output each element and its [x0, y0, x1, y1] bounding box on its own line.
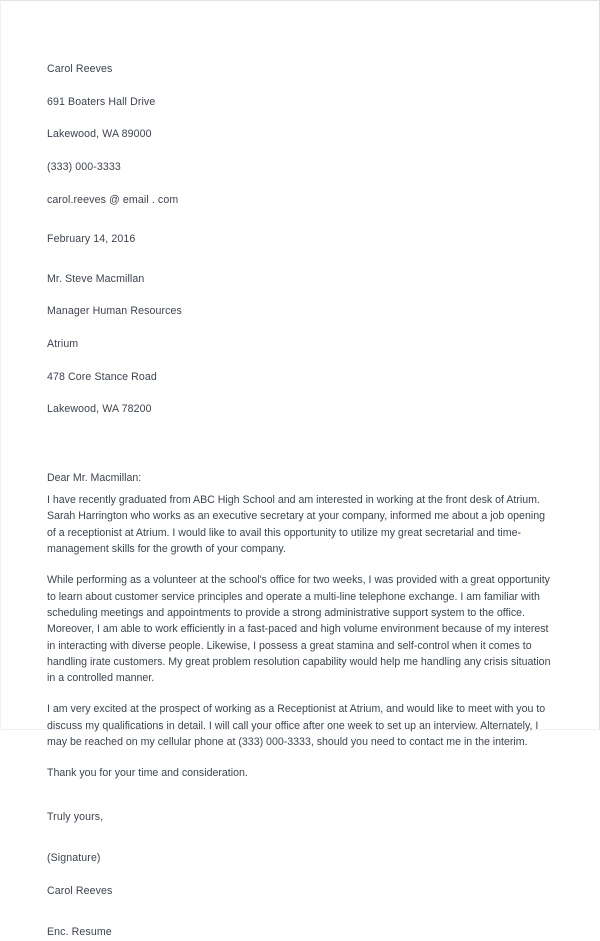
body-paragraph-2: While performing as a volunteer at the school's office for two weeks, I was provided with a great opportunity to learn about customer service principles and operate a multi-line telephone exchange. I am familiar with scheduling meetings and appointments to provide a strong administrative support system to the office. Moreover, I am able to work efficiently in a fast-paced and high volume environment because of my interest in interacting with diverse people. Likewise, I possess a great stamina and self-control when it comes to handling irate customers. My great problem resolution capability would help me handling any crisis situation in a controlled manner. [47, 574, 551, 685]
signature-placeholder: (Signature) [47, 852, 101, 865]
letter-date: February 14, 2016 [47, 233, 136, 246]
recipient-title: Manager Human Resources [47, 305, 182, 318]
body-paragraph-1: I have recently graduated from ABC High School and am interested in working at the front desk of Atrium. Sarah Harrington who works as an executive secretary at your company, informed me about a job opening of a receptionist at Atrium. I would like to avail this opportunity to utilize my great secretarial and time-management skills for the growth of your company. [47, 494, 545, 556]
recipient-city-state-zip: Lakewood, WA 78200 [47, 403, 152, 416]
sender-city-state-zip: Lakewood, WA 89000 [47, 128, 152, 141]
recipient-company: Atrium [47, 338, 79, 351]
sender-address-block [47, 45, 555, 224]
sender-email: carol.reeves @ email . com [47, 193, 179, 206]
salutation: Dear Mr. Macmillan: [47, 471, 142, 484]
sender-phone: (333) 000-3333 [47, 161, 121, 174]
enclosure-note: Enc. Resume [47, 926, 112, 939]
signer-name: Carol Reeves [47, 884, 113, 897]
recipient-address-block [47, 255, 555, 434]
sign-off: Truly yours, [47, 810, 104, 823]
closing-thanks-paragraph: Thank you for your time and consideration. [47, 767, 248, 780]
body-paragraph-3: I am very excited at the prospect of working as a Receptionist at Atrium, and would like to meet with you to discuss my qualifications in detail. I will call your office after one week to set up an interview. Alternately, I may be reached on my cellular phone at (333) 000-3333, should you need to contact me in the interim. [47, 703, 546, 748]
signature-block [47, 834, 555, 915]
closing-spacer [47, 797, 555, 809]
sender-name: Carol Reeves [47, 63, 113, 76]
recipient-street: 478 Core Stance Road [47, 370, 157, 383]
recipient-name: Mr. Steve Macmillan [47, 272, 145, 285]
letter-content [47, 45, 555, 941]
sender-street: 691 Boaters Hall Drive [47, 95, 156, 108]
